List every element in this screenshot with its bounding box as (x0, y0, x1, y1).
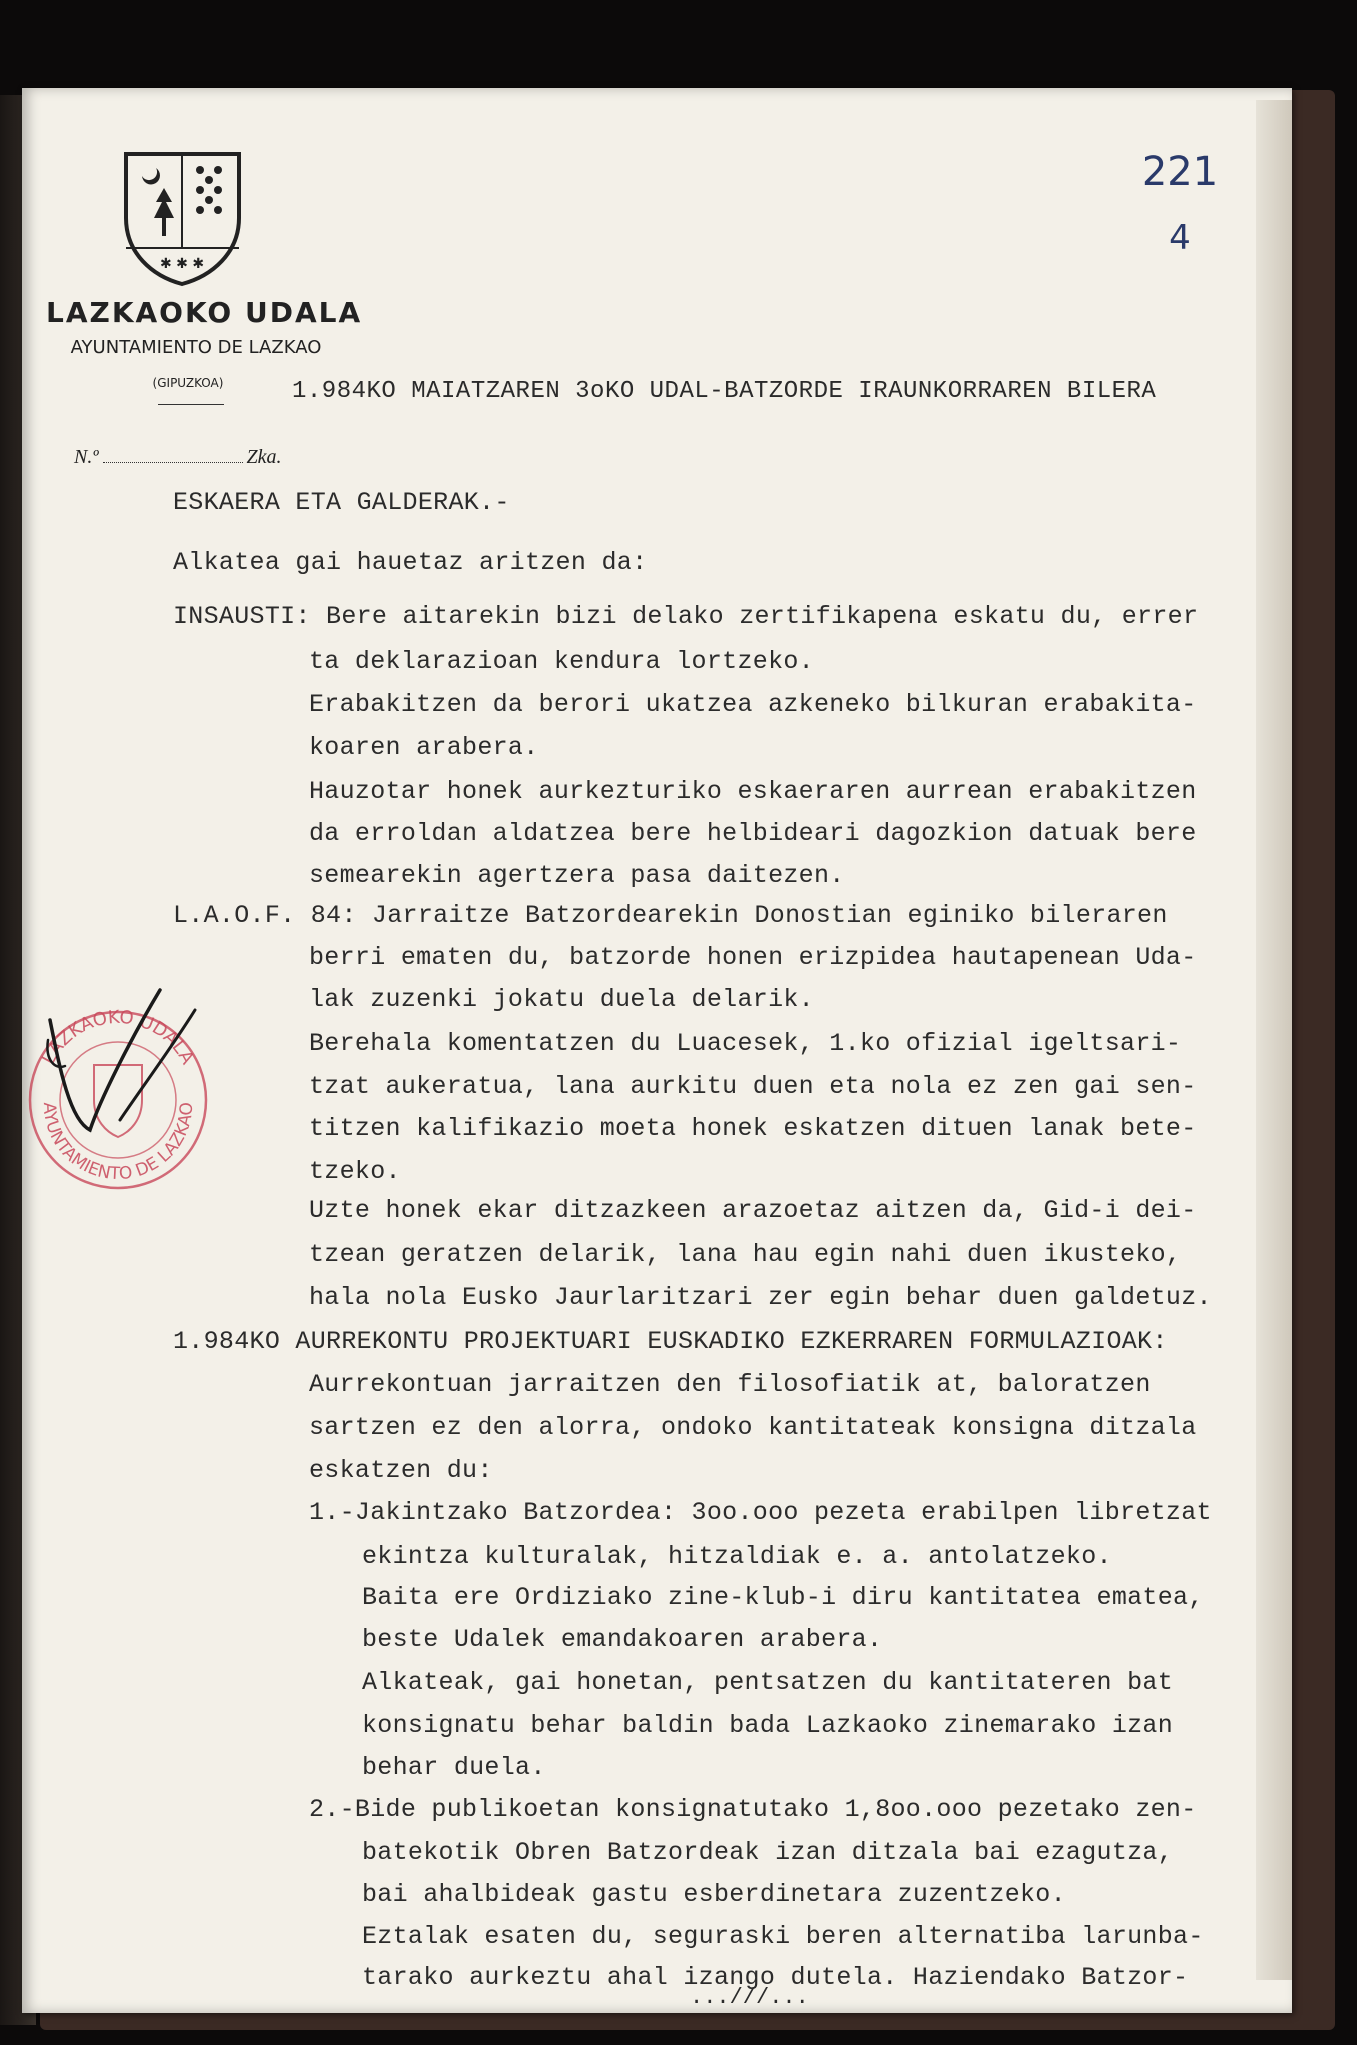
organization-subtitle: AYUNTAMIENTO DE LAZKAO (70, 337, 322, 358)
body-line: 1.-Jakintzako Batzordea: 3oo.ooo pezeta erabilpen libretzat (309, 1498, 1212, 1527)
reference-number (74, 446, 282, 469)
body-line: sartzen ez den alorra, ondoko kantitateak konsigna ditzala (309, 1413, 1197, 1442)
document-title: 1.984KO MAIATZAREN 3oKO UDAL-BATZORDE IRAUNKORRAREN BILERA (292, 378, 1157, 405)
body-line: ekintza kulturalak, hitzaldiak e. a. antolatzeko. (362, 1542, 1112, 1571)
body-line: bai ahalbideak gastu esberdinetara zuzentzeko. (362, 1880, 1066, 1909)
body-line: Hauzotar honek aurkezturiko eskaeraren aurrean erabakitzen (309, 777, 1197, 806)
body-line: eskatzen du: (309, 1456, 493, 1485)
body-line: berri ematen du, batzorde honen erizpidea hautapenean Uda- (309, 943, 1197, 972)
body-line: semearekin agertzera pasa daitezen. (309, 861, 845, 890)
body-line: Alkatea gai hauetaz aritzen da: (173, 548, 648, 577)
body-line: Baita ere Ordiziako zine-klub-i diru kantitatea ematea, (362, 1583, 1204, 1612)
body-line: L.A.O.F. 84: Jarraitze Batzordearekin Donostian eginiko bileraren (173, 901, 1168, 930)
body-line: lak zuzenki jokatu duela delarik. (309, 985, 814, 1014)
body-line: tzean geratzen delarik, lana hau egin nahi duen ikusteko, (309, 1240, 1182, 1269)
body-line: tzat aukeratua, lana aurkitu duen eta nola ez zen gai sen- (309, 1072, 1197, 1101)
stamp-bottom-text: AYUNTAMIENTO DE LAZKAO (38, 1101, 198, 1185)
body-line: ta deklarazioan kendura lortzeko. (309, 647, 814, 676)
body-line: Alkateak, gai honetan, pentsatzen du kantitateren bat (362, 1668, 1174, 1697)
body-line: hala nola Eusko Jaurlaritzari zer egin behar duen galdetuz. (309, 1283, 1212, 1312)
body-line: konsignatu behar baldin bada Lazkaoko zinemarako izan (362, 1711, 1174, 1740)
coat-of-arms-icon (120, 148, 245, 288)
body-line: Eztalak esaten du, seguraski beren alternatiba larunba- (362, 1922, 1204, 1951)
body-line: da erroldan aldatzea bere helbideari dagozkion datuak bere (309, 819, 1197, 848)
divider (158, 404, 224, 405)
body-line: ESKAERA ETA GALDERAK.- (173, 488, 510, 517)
body-line: behar duela. (362, 1753, 546, 1782)
reference-suffix: Zka. (246, 446, 282, 468)
reference-blank (103, 462, 243, 463)
body-line: beste Udalek emandakoaren arabera. (362, 1625, 883, 1654)
body-line: tarako aurkeztu ahal izango dutela. Haziendako Batzor- (362, 1963, 1189, 1992)
folio-sub-number: 4 (1169, 218, 1191, 258)
reference-prefix: N.º (74, 446, 99, 468)
body-line: Erabakitzen da berori ukatzea azkeneko bilkuran erabakita- (309, 690, 1197, 719)
stamp-top-text: LAZKAOKO UDALA (37, 1006, 198, 1068)
organization-region: (GIPUZKOA) (152, 376, 224, 390)
signature-icon (20, 980, 220, 1150)
body-line: 2.-Bide publikoetan konsignatutako 1,8oo.ooo pezetako zen- (309, 1795, 1197, 1824)
body-line: Uzte honek ekar ditzazkeen arazoetaz aitzen da, Gid-i dei- (309, 1196, 1197, 1225)
body-line: batekotik Obren Batzordeak izan ditzala bai ezagutza, (362, 1838, 1174, 1867)
page-edge (1256, 100, 1292, 1980)
body-line: tzeko. (309, 1157, 401, 1186)
body-line: Berehala komentatzen du Luacesek, 1.ko ofizial igeltsari- (309, 1029, 1182, 1058)
organization-name: LAZKAOKO UDALA (46, 296, 363, 329)
body-line: INSAUSTI: Bere aitarekin bizi delako zertifikapena eskatu du, errer (173, 602, 1199, 631)
body-line: 1.984KO AURREKONTU PROJEKTUARI EUSKADIKO EZKERRAREN FORMULAZIOAK: (173, 1327, 1168, 1356)
body-line: Aurrekontuan jarraitzen den filosofiatik at, baloratzen (309, 1370, 1151, 1399)
continuation-mark: ...///... (690, 1985, 809, 2010)
folio-number: 221 (1141, 149, 1219, 195)
body-line: titzen kalifikazio moeta honek eskatzen dituen lanak bete- (309, 1114, 1197, 1143)
body-line: koaren arabera. (309, 733, 539, 762)
svg-text:✱ ✱ ✱: ✱ ✱ ✱ (159, 256, 205, 272)
